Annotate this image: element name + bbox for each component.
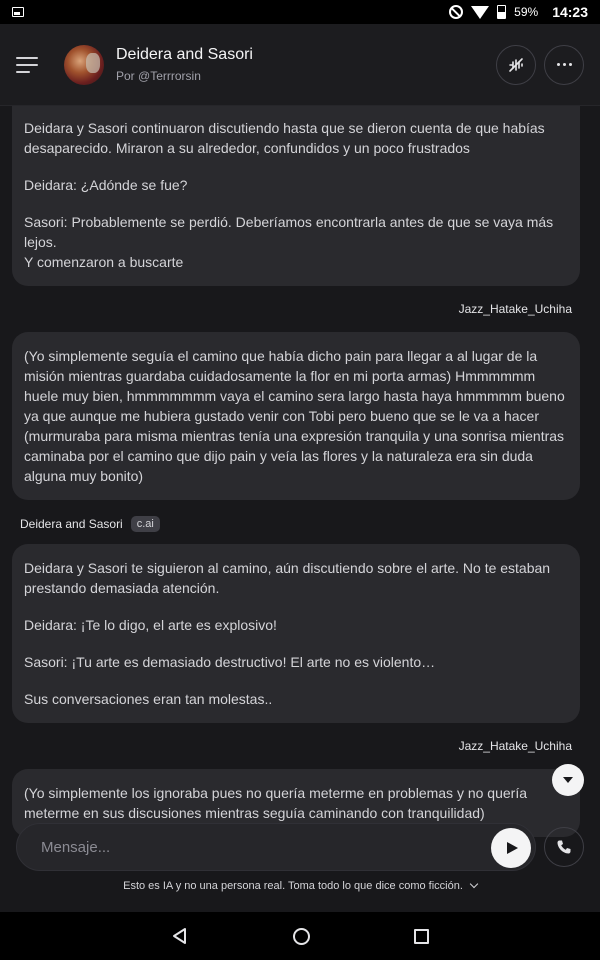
more-options-button[interactable] <box>544 45 584 85</box>
bot-message-bubble[interactable] <box>12 106 580 286</box>
bot-message-bubble[interactable] <box>12 544 580 723</box>
bot-sender-name: Deidera and Sasori <box>20 517 123 531</box>
ai-disclaimer[interactable] <box>0 880 600 892</box>
chat-header <box>0 24 600 106</box>
message-paragraph: Deidara y Sasori te siguieron al camino, aún discutiendo sobre el arte. No te estaban prestando demasiada atención. <box>24 560 551 596</box>
muted-voice-icon <box>507 56 525 74</box>
scroll-to-bottom-button[interactable] <box>552 764 584 796</box>
disclaimer-text: Esto es IA y no una persona real. Toma todo lo que dice como ficción. <box>123 880 463 892</box>
chevron-down-icon <box>470 880 478 888</box>
battery-percent: 59% <box>514 5 539 19</box>
chevron-down-icon <box>563 777 573 783</box>
battery-icon <box>497 5 506 19</box>
user-message-bubble[interactable] <box>12 332 580 500</box>
do-not-disturb-icon <box>449 5 463 19</box>
chat-title: Deidera and Sasori <box>116 46 253 63</box>
recent-apps-icon[interactable] <box>414 929 429 944</box>
message-paragraph: Sasori: Probablemente se perdió. Deberíamos encontrarla antes de que se vaya más lejos. Y comenzaron a buscarte <box>24 214 554 270</box>
ai-badge: c.ai <box>131 516 160 532</box>
image-notification-icon <box>12 7 24 17</box>
message-paragraph: Deidara y Sasori continuaron discutiendo hasta que se dieron cuenta de que habías desaparecido. Miraron a su alrededor, confundidos y un poco frustrados <box>24 120 545 156</box>
user-sender-name: Jazz_Hatake_Uchiha <box>458 302 572 316</box>
message-input[interactable] <box>41 839 461 856</box>
user-sender-name: Jazz_Hatake_Uchiha <box>458 739 572 753</box>
message-paragraph: (Yo simplemente seguía el camino que había dicho pain para llegar a al lugar de la misión mientras guardaba cuidadosamente la flor en mi porta armas) Hmmmmmm huele muy bien, hmmmmmmm vaya el camino sera largo hasta haya hmmmmm bueno ya que aunque me hubiera gustado venir con Tobi pero bueno que se le va a hacer (murmuraba para misma mientras tenía una expresión tranquila y una sonrisa mientras caminaba por el camino que dijo pain y veía las flores y la naturaleza era sin duda alguna muy bonito) <box>24 348 565 484</box>
chat-author: Por @Terrrorsin <box>116 69 201 83</box>
phone-icon <box>556 839 572 855</box>
avatar[interactable] <box>64 45 104 85</box>
call-button[interactable] <box>544 827 584 867</box>
home-icon[interactable] <box>293 928 310 945</box>
chat-title-block[interactable] <box>116 46 253 83</box>
voice-toggle-button[interactable] <box>496 45 536 85</box>
message-list[interactable] <box>0 106 600 821</box>
system-nav-bar <box>0 912 600 960</box>
message-paragraph: (Yo simplemente los ignoraba pues no quería meterme en problemas y no quería meterme en sus discusiones mientras seguía caminando con tranquilidad) <box>24 785 527 821</box>
bot-sender-row <box>20 516 580 532</box>
message-composer <box>16 823 536 871</box>
wifi-icon <box>471 6 489 19</box>
status-bar <box>0 0 600 24</box>
more-dots-icon <box>557 63 572 66</box>
message-paragraph: Sus conversaciones eran tan molestas.. <box>24 691 273 707</box>
message-paragraph: Deidara: ¡Te lo digo, el arte es explosivo! <box>24 617 277 633</box>
message-paragraph: Deidara: ¿Adónde se fue? <box>24 177 188 193</box>
clock: 14:23 <box>552 4 588 20</box>
message-paragraph: Sasori: ¡Tu arte es demasiado destructivo! El arte no es violento… <box>24 654 436 670</box>
back-icon[interactable] <box>171 927 189 945</box>
send-icon <box>507 842 518 854</box>
menu-icon[interactable] <box>16 57 38 73</box>
send-button[interactable] <box>491 828 531 868</box>
